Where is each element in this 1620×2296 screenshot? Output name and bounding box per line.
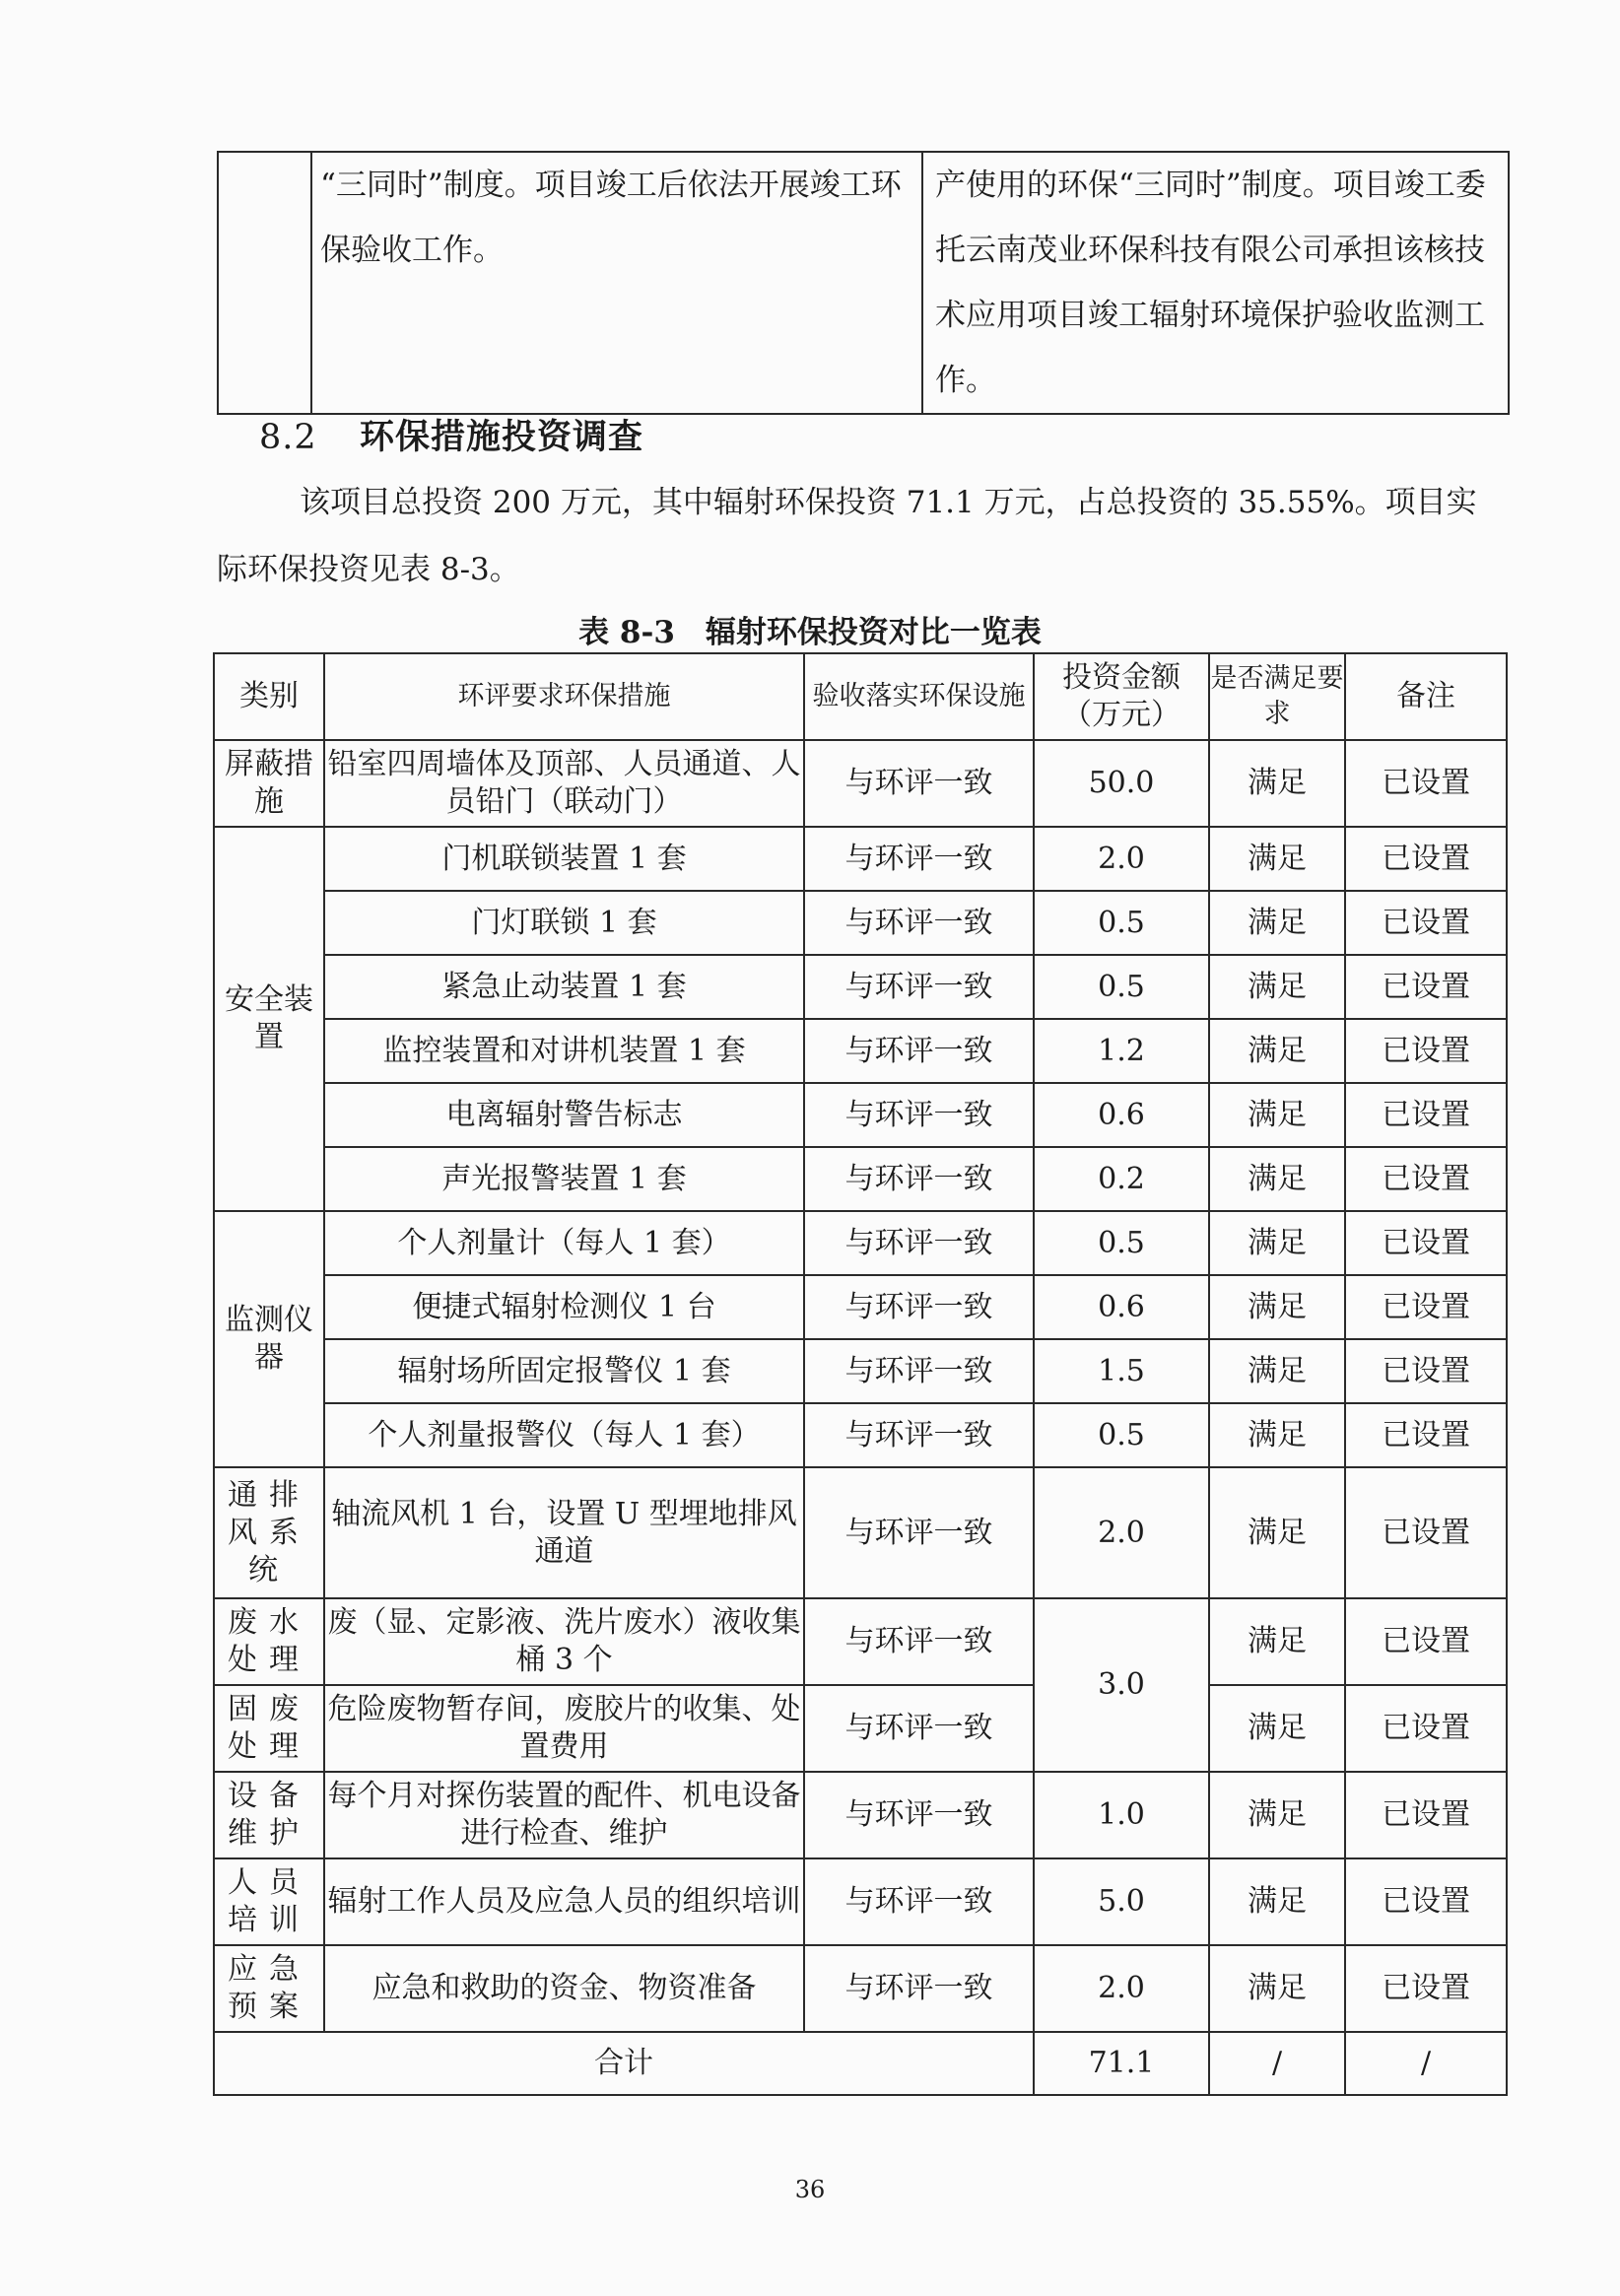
- implemented-cell: 与环评一致: [804, 1403, 1034, 1467]
- total-amount-cell: 71.1: [1034, 2032, 1209, 2095]
- amount-cell: 1.2: [1034, 1019, 1209, 1083]
- meets-cell: 满足: [1209, 1211, 1345, 1275]
- header-amount: 投资金额（万元）: [1034, 653, 1209, 740]
- header-meets: 是否满足要求: [1209, 653, 1345, 740]
- category-cell: 废水处理: [214, 1598, 324, 1685]
- table-row: [214, 1019, 1507, 1083]
- note-cell: 已设置: [1345, 1211, 1507, 1275]
- meets-cell: 满足: [1209, 1858, 1345, 1945]
- amount-cell: 1.0: [1034, 1772, 1209, 1858]
- continuation-right-cell: 产使用的环保“三同时”制度。项目竣工委托云南茂业环保科技有限公司承担该核技术应用项目竣工辐射环境保护验收监测工作。: [922, 152, 1509, 414]
- implemented-cell: 与环评一致: [804, 1598, 1034, 1685]
- table-row: [214, 1211, 1507, 1275]
- amount-cell: 0.5: [1034, 955, 1209, 1019]
- meets-cell: 满足: [1209, 740, 1345, 827]
- note-cell: 已设置: [1345, 1858, 1507, 1945]
- measure-cell: 紧急止动装置 1 套: [324, 955, 804, 1019]
- amount-cell: 0.5: [1034, 1403, 1209, 1467]
- amount-cell: 5.0: [1034, 1858, 1209, 1945]
- measure-cell: 声光报警装置 1 套: [324, 1147, 804, 1211]
- implemented-cell: 与环评一致: [804, 1019, 1034, 1083]
- note-cell: 已设置: [1345, 891, 1507, 955]
- total-meets-cell: /: [1209, 2032, 1345, 2095]
- header-measure: 环评要求环保措施: [324, 653, 804, 740]
- measure-cell: 危险废物暂存间，废胶片的收集、处置费用: [324, 1685, 804, 1772]
- implemented-cell: 与环评一致: [804, 1083, 1034, 1147]
- implemented-cell: 与环评一致: [804, 1275, 1034, 1339]
- implemented-cell: 与环评一致: [804, 1685, 1034, 1772]
- table-row: [214, 1685, 1507, 1772]
- amount-cell: 0.6: [1034, 1083, 1209, 1147]
- amount-cell: 1.5: [1034, 1339, 1209, 1403]
- note-cell: 已设置: [1345, 740, 1507, 827]
- implemented-cell: 与环评一致: [804, 955, 1034, 1019]
- implemented-cell: 与环评一致: [804, 1467, 1034, 1598]
- table-row: [214, 1339, 1507, 1403]
- note-cell: 已设置: [1345, 1019, 1507, 1083]
- measure-cell: 铅室四周墙体及顶部、人员通道、人员铅门（联动门）: [324, 740, 804, 827]
- measure-cell: 门灯联锁 1 套: [324, 891, 804, 955]
- table-row: [214, 1083, 1507, 1147]
- meets-cell: 满足: [1209, 1598, 1345, 1685]
- measure-cell: 个人剂量计（每人 1 套）: [324, 1211, 804, 1275]
- table-row: [214, 740, 1507, 827]
- section-heading: [259, 410, 643, 459]
- table-row: [214, 1403, 1507, 1467]
- amount-cell: 0.5: [1034, 891, 1209, 955]
- amount-cell: 0.2: [1034, 1147, 1209, 1211]
- meets-cell: 满足: [1209, 955, 1345, 1019]
- table-row: [214, 891, 1507, 955]
- implemented-cell: 与环评一致: [804, 1147, 1034, 1211]
- implemented-cell: 与环评一致: [804, 1945, 1034, 2032]
- note-cell: 已设置: [1345, 1772, 1507, 1858]
- measure-cell: 轴流风机 1 台，设置 U 型埋地排风通道: [324, 1467, 804, 1598]
- header-category: 类别: [214, 653, 324, 740]
- meets-cell: 满足: [1209, 1083, 1345, 1147]
- category-cell: 固废处理: [214, 1685, 324, 1772]
- continuation-empty-cell: [218, 152, 311, 414]
- category-cell: 应急预案: [214, 1945, 324, 2032]
- page-number: 36: [794, 2176, 826, 2203]
- amount-cell: 0.6: [1034, 1275, 1209, 1339]
- note-cell: 已设置: [1345, 1467, 1507, 1598]
- amount-cell: 2.0: [1034, 1945, 1209, 2032]
- table-row: [214, 955, 1507, 1019]
- note-cell: 已设置: [1345, 1083, 1507, 1147]
- meets-cell: 满足: [1209, 1403, 1345, 1467]
- implemented-cell: 与环评一致: [804, 740, 1034, 827]
- continuation-left-cell: “三同时”制度。项目竣工后依法开展竣工环保验收工作。: [311, 152, 922, 414]
- category-cell: 设备维护: [214, 1772, 324, 1858]
- meets-cell: 满足: [1209, 1772, 1345, 1858]
- amount-cell: 2.0: [1034, 827, 1209, 891]
- measure-cell: 门机联锁装置 1 套: [324, 827, 804, 891]
- table-row: [214, 1772, 1507, 1858]
- meets-cell: 满足: [1209, 1339, 1345, 1403]
- measure-cell: 便捷式辐射检测仪 1 台: [324, 1275, 804, 1339]
- amount-cell: 50.0: [1034, 740, 1209, 827]
- header-note: 备注: [1345, 653, 1507, 740]
- section-title: 环保措施投资调查: [360, 417, 644, 457]
- amount-cell: 0.5: [1034, 1211, 1209, 1275]
- implemented-cell: 与环评一致: [804, 1858, 1034, 1945]
- category-cell: 通排风系统: [214, 1467, 324, 1598]
- category-cell: 人员培训: [214, 1858, 324, 1945]
- measure-cell: 辐射场所固定报警仪 1 套: [324, 1339, 804, 1403]
- implemented-cell: 与环评一致: [804, 1211, 1034, 1275]
- note-cell: 已设置: [1345, 1339, 1507, 1403]
- meets-cell: 满足: [1209, 1685, 1345, 1772]
- meets-cell: 满足: [1209, 1467, 1345, 1598]
- amount-cell: 3.0: [1034, 1598, 1209, 1772]
- section-number: 8.2: [259, 418, 317, 457]
- implemented-cell: 与环评一致: [804, 891, 1034, 955]
- measure-cell: 监控装置和对讲机装置 1 套: [324, 1019, 804, 1083]
- meets-cell: 满足: [1209, 1275, 1345, 1339]
- note-cell: 已设置: [1345, 1945, 1507, 2032]
- category-cell: 监测仪器: [214, 1211, 324, 1467]
- category-cell: 安全装置: [214, 827, 324, 1211]
- header-implemented: 验收落实环保设施: [804, 653, 1034, 740]
- note-cell: 已设置: [1345, 1598, 1507, 1685]
- measure-cell: 废（显、定影液、洗片废水）液收集桶 3 个: [324, 1598, 804, 1685]
- meets-cell: 满足: [1209, 891, 1345, 955]
- total-label-cell: 合计: [214, 2032, 1034, 2095]
- amount-cell: 2.0: [1034, 1467, 1209, 1598]
- table-row: [214, 1598, 1507, 1685]
- intro-paragraph: 该项目总投资 200 万元，其中辐射环保投资 71.1 万元，占总投资的 35.55%。项目实际环保投资见表 8-3。: [217, 485, 1477, 587]
- table-row: [214, 1275, 1507, 1339]
- measure-cell: 个人剂量报警仪（每人 1 套）: [324, 1403, 804, 1467]
- continuation-table: [217, 151, 1510, 415]
- total-note-cell: /: [1345, 2032, 1507, 2095]
- investment-table: [213, 652, 1508, 2096]
- meets-cell: 满足: [1209, 1019, 1345, 1083]
- measure-cell: 每个月对探伤装置的配件、机电设备进行检查、维护: [324, 1772, 804, 1858]
- table-row: [214, 1147, 1507, 1211]
- table-caption: 表 8-3 辐射环保投资对比一览表: [578, 615, 1042, 650]
- note-cell: 已设置: [1345, 1147, 1507, 1211]
- note-cell: 已设置: [1345, 827, 1507, 891]
- implemented-cell: 与环评一致: [804, 827, 1034, 891]
- table-header-row: [214, 653, 1507, 740]
- implemented-cell: 与环评一致: [804, 1339, 1034, 1403]
- meets-cell: 满足: [1209, 1945, 1345, 2032]
- meets-cell: 满足: [1209, 1147, 1345, 1211]
- measure-cell: 电离辐射警告标志: [324, 1083, 804, 1147]
- table-row: [214, 827, 1507, 891]
- note-cell: 已设置: [1345, 1275, 1507, 1339]
- implemented-cell: 与环评一致: [804, 1772, 1034, 1858]
- note-cell: 已设置: [1345, 955, 1507, 1019]
- note-cell: 已设置: [1345, 1685, 1507, 1772]
- total-row: [214, 2032, 1507, 2095]
- measure-cell: 辐射工作人员及应急人员的组织培训: [324, 1858, 804, 1945]
- meets-cell: 满足: [1209, 827, 1345, 891]
- table-row: [214, 1467, 1507, 1598]
- table-row: [214, 1858, 1507, 1945]
- note-cell: 已设置: [1345, 1403, 1507, 1467]
- measure-cell: 应急和救助的资金、物资准备: [324, 1945, 804, 2032]
- table-row: [214, 1945, 1507, 2032]
- category-cell: 屏蔽措施: [214, 740, 324, 827]
